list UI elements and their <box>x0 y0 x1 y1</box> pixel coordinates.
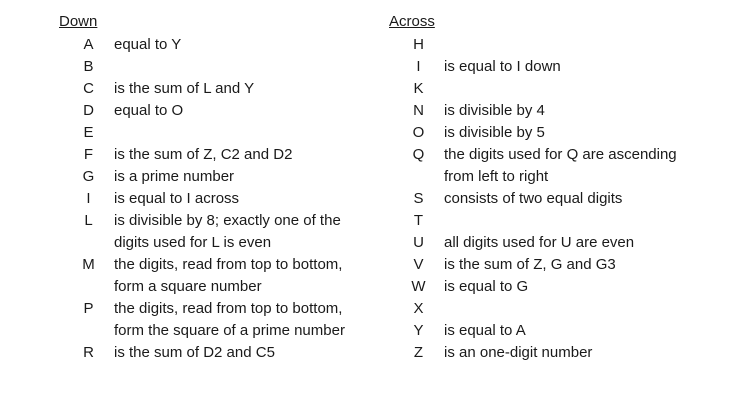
across-clue <box>406 276 726 298</box>
clue-text: is equal to I down <box>444 58 561 75</box>
down-clue <box>76 188 376 210</box>
down-clue <box>76 254 376 298</box>
across-clue-list <box>406 34 726 364</box>
clue-letter: O <box>412 124 425 141</box>
clue-text: consists of two equal digits <box>444 190 623 207</box>
clue-text: the digits, read from top to bottom, form the square of a prime number <box>114 300 345 339</box>
down-clue <box>76 144 376 166</box>
clue-text: is a prime number <box>114 168 235 185</box>
clue-text: is the sum of Z, G and G3 <box>444 256 616 273</box>
down-clue <box>76 34 376 56</box>
down-clue <box>76 210 376 254</box>
across-clue <box>406 34 726 56</box>
down-heading: Down <box>59 13 98 30</box>
across-clue <box>406 320 726 342</box>
across-clue <box>406 144 726 188</box>
across-heading: Across <box>389 13 435 30</box>
clue-text: equal to O <box>114 102 184 119</box>
across-clue <box>406 122 726 144</box>
down-clue <box>76 166 376 188</box>
clue-letter: I <box>86 190 91 207</box>
clue-text: is equal to I across <box>114 190 240 207</box>
clue-text: equal to Y <box>114 36 182 53</box>
clue-letter: I <box>416 58 421 75</box>
down-clue <box>76 56 376 78</box>
across-clue <box>406 78 726 100</box>
clue-text: the digits, read from top to bottom, form a square number <box>114 256 343 295</box>
clue-letter: G <box>82 168 95 185</box>
clue-letter: T <box>413 212 424 229</box>
clue-letter: N <box>413 102 424 119</box>
clue-letter: U <box>413 234 424 251</box>
down-clue-list <box>76 34 376 364</box>
clue-letter: M <box>82 256 95 273</box>
across-clue <box>406 100 726 122</box>
across-clue <box>406 188 726 210</box>
clue-letter: K <box>413 80 424 97</box>
clue-letter: L <box>84 212 93 229</box>
clue-text: is divisible by 8; exactly one of the digits used for L is even <box>114 212 341 251</box>
clue-text: is equal to G <box>444 278 529 295</box>
down-clue <box>76 122 376 144</box>
clue-text: is the sum of D2 and C5 <box>114 344 275 361</box>
down-clue <box>76 78 376 100</box>
clue-letter: Q <box>412 146 425 163</box>
across-clue <box>406 254 726 276</box>
clue-text: is an one-digit number <box>444 344 593 361</box>
across-clue <box>406 56 726 78</box>
across-clue <box>406 232 726 254</box>
clue-letter: Z <box>413 344 424 361</box>
clue-text: is divisible by 4 <box>444 102 545 119</box>
down-clue <box>76 342 376 364</box>
clue-letter: Y <box>413 322 424 339</box>
clue-text: is the sum of L and Y <box>114 80 255 97</box>
clue-text: is the sum of Z, C2 and D2 <box>114 146 293 163</box>
clue-letter: P <box>83 300 94 317</box>
clue-text: all digits used for U are even <box>444 234 635 251</box>
clue-letter: E <box>83 124 94 141</box>
clue-text: the digits used for Q are ascending from left to right <box>444 146 677 185</box>
clue-letter: A <box>83 36 94 53</box>
across-clue <box>406 298 726 320</box>
clue-letter: H <box>413 36 424 53</box>
clue-letter: F <box>83 146 94 163</box>
clue-letter: W <box>411 278 426 295</box>
clue-text: is divisible by 5 <box>444 124 545 141</box>
clue-letter: X <box>413 300 424 317</box>
clue-letter: B <box>83 58 94 75</box>
across-clue <box>406 210 726 232</box>
clue-letter: D <box>83 102 94 119</box>
clue-text: is equal to A <box>444 322 526 339</box>
down-clue <box>76 100 376 122</box>
clue-letter: S <box>413 190 424 207</box>
clue-letter: R <box>83 344 94 361</box>
clue-letter: C <box>83 80 94 97</box>
clue-letter: V <box>413 256 424 273</box>
across-clue <box>406 342 726 364</box>
down-clue <box>76 298 376 342</box>
